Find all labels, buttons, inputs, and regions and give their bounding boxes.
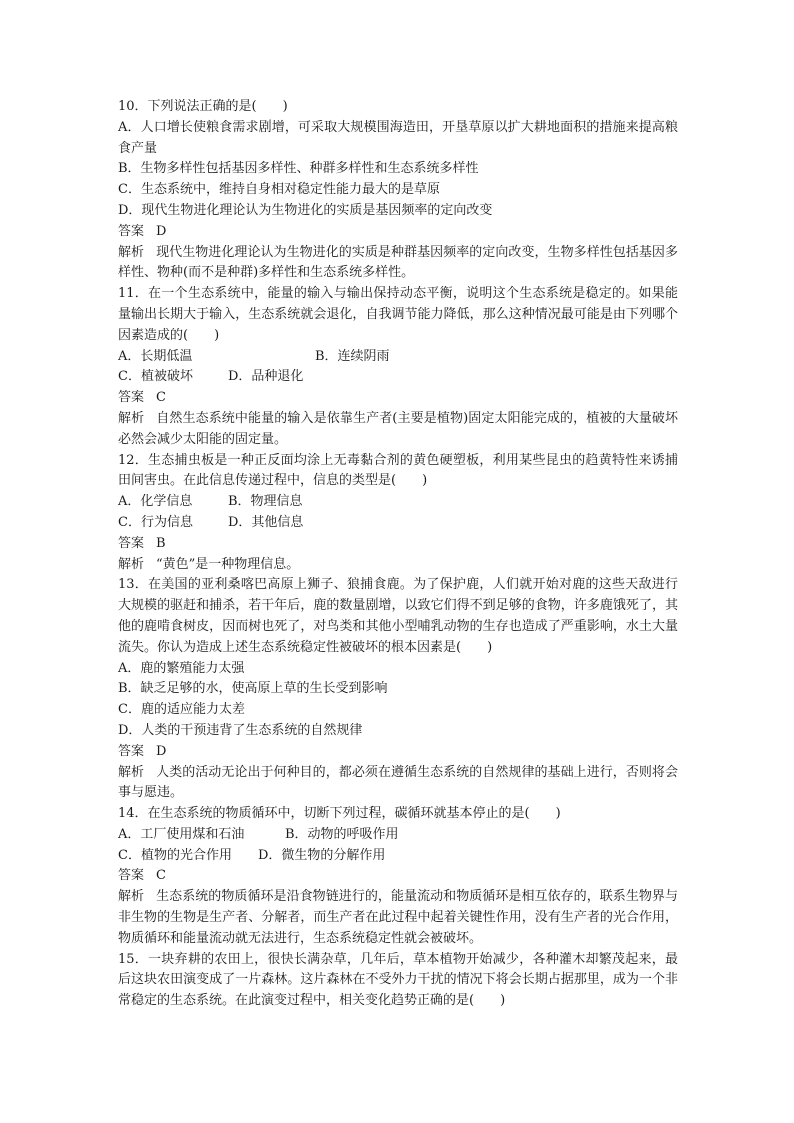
question-11-option-a: A．长期低温 bbox=[118, 348, 193, 364]
question-11-option-c: C．植被破坏 bbox=[118, 369, 193, 385]
question-13-answer bbox=[118, 742, 678, 763]
analysis-label: 解析 bbox=[118, 410, 145, 426]
answer-label: 答案 bbox=[118, 535, 145, 551]
analysis-text: 生态系统的物质循环是沿食物链进行的，能量流动和物质循环是相互依存的，联系生物界与非生物的生物是生产者、分解者，而生产者在此过程中起着关键性作用，没有生产者的光合作用，物质循环和能量流动就无法进行，生态系统稳定性就会被破坏。 bbox=[118, 889, 678, 946]
analysis-text: 人类的活动无论出于何种目的，都必须在遵循生态系统的自然规律的基础上进行，否则将会事与愿违。 bbox=[118, 764, 678, 801]
question-10-option-b: B．生物多样性包括基因多样性、种群多样性和生态系统多样性 bbox=[118, 161, 479, 177]
question-13-option-c: C．鹿的适应能力太差 bbox=[118, 702, 245, 718]
question-14-option-b: B．动物的呼吸作用 bbox=[285, 826, 399, 842]
question-12-option-c: C．行为信息 bbox=[118, 514, 193, 530]
analysis-label: 解析 bbox=[118, 244, 145, 260]
question-10-stem: 10．下列说法正确的是( ) bbox=[118, 99, 288, 114]
question-11-stem: 11．在一个生态系统中，能量的输入与输出保持动态平衡，说明这个生态系统是稳定的。如果能量输出长期大于输入，生态系统就会退化，自我调节能力降低，那么这种情况最可能是由下列哪个因素造成的( ) bbox=[118, 286, 678, 343]
question-12-option-b: B．物理信息 bbox=[228, 494, 303, 510]
question-14-analysis bbox=[118, 887, 678, 949]
question-12-options-row-2 bbox=[118, 513, 678, 534]
analysis-text: 现代生物进化理论认为生物进化的实质是种群基因频率的定向改变，生物多样性包括基因多样性、物种(而不是种群)多样性和生态系统多样性。 bbox=[118, 244, 678, 281]
answer-value: D bbox=[156, 223, 167, 239]
analysis-label: 解析 bbox=[118, 889, 145, 905]
question-13-option-b: B．缺乏足够的水，使高原上草的生长受到影响 bbox=[118, 681, 388, 697]
question-12-options-row-1 bbox=[118, 492, 678, 513]
question-12-option-a: A．化学信息 bbox=[118, 494, 193, 510]
answer-label: 答案 bbox=[118, 743, 145, 759]
analysis-text: 自然生态系统中能量的输入是依靠生产者(主要是植物)固定太阳能完成的，植被的大量破坏必然会减少太阳能的固定量。 bbox=[118, 410, 678, 447]
question-14-options-row-2 bbox=[118, 846, 678, 867]
question-10-option-a: A．人口增长使粮食需求剧增，可采取大规模围海造田，开垦草原以扩大耕地面积的措施来提高粮食产量 bbox=[118, 119, 678, 156]
question-14-answer bbox=[118, 866, 678, 887]
question-10-option-c: C．生态系统中，维持自身相对稳定性能力最大的是草原 bbox=[118, 182, 440, 198]
question-11-options-row-2 bbox=[118, 367, 678, 388]
analysis-label: 解析 bbox=[118, 556, 145, 572]
answer-value: B bbox=[156, 535, 166, 551]
answer-value: D bbox=[156, 743, 167, 759]
question-12-answer bbox=[118, 534, 678, 555]
question-13-stem: 13．在美国的亚利桑喀巴高原上狮子、狼捕食鹿。为了保护鹿，人们就开始对鹿的这些天敌进行大规模的驱赶和捕杀，若干年后，鹿的数量剧增，以致它们得不到足够的食物，许多鹿饿死了，其他的鹿啃食树皮，因而树也死了，对鸟类和其他小型哺乳动物的生存也造成了严重影响，水土大量流失。你认为造成上述生态系统稳定性被破坏的根本因素是( ) bbox=[118, 577, 678, 655]
document-page bbox=[118, 97, 678, 1012]
answer-value: C bbox=[156, 390, 166, 406]
question-13-option-d: D．人类的干预违背了生态系统的自然规律 bbox=[118, 722, 363, 738]
analysis-label: 解析 bbox=[118, 764, 145, 780]
question-13-analysis bbox=[118, 763, 678, 805]
question-10-analysis bbox=[118, 243, 678, 285]
question-10-option-d: D．现代生物进化理论认为生物进化的实质是基因频率的定向改变 bbox=[118, 202, 493, 218]
answer-label: 答案 bbox=[118, 868, 145, 884]
question-12-option-d: D．其他信息 bbox=[228, 514, 304, 530]
answer-value: C bbox=[156, 868, 166, 884]
question-15-stem: 15．一块弃耕的农田上，很快长满杂草，几年后，草本植物开始减少，各种灌木却繁茂起来，最后这块农田演变成了一片森林。这片森林在不受外力干扰的情况下将会长期占据那里，成为一个非常稳定的生态系统。在此演变过程中，相关变化趋势正确的是( ) bbox=[118, 951, 678, 1009]
question-12-analysis bbox=[118, 555, 678, 576]
question-10-answer bbox=[118, 222, 678, 243]
question-14-stem: 14．在生态系统的物质循环中，切断下列过程，碳循环就基本停止的是( ) bbox=[118, 806, 561, 822]
question-14-option-a: A．工厂使用煤和石油 bbox=[118, 826, 245, 842]
question-14-option-d: D．微生物的分解作用 bbox=[258, 847, 386, 863]
question-11-options-row-1 bbox=[118, 347, 678, 368]
answer-label: 答案 bbox=[118, 223, 145, 239]
analysis-text: “黄色”是一种物理信息。 bbox=[156, 556, 300, 572]
question-11-answer bbox=[118, 388, 678, 409]
question-11-option-d: D．品种退化 bbox=[228, 369, 304, 385]
question-12-stem: 12．生态捕虫板是一种正反面均涂上无毒黏合剂的黄色硬塑板，利用某些昆虫的趋黄特性来诱捕田间害虫。在此信息传递过程中，信息的类型是( ) bbox=[118, 452, 678, 489]
question-11-analysis bbox=[118, 409, 678, 451]
answer-label: 答案 bbox=[118, 390, 145, 406]
question-14-options-row-1 bbox=[118, 825, 678, 846]
question-13-option-a: A．鹿的繁殖能力太强 bbox=[118, 660, 245, 676]
question-11-option-b: B．连续阴雨 bbox=[315, 348, 390, 364]
question-14-option-c: C．植物的光合作用 bbox=[118, 847, 232, 863]
